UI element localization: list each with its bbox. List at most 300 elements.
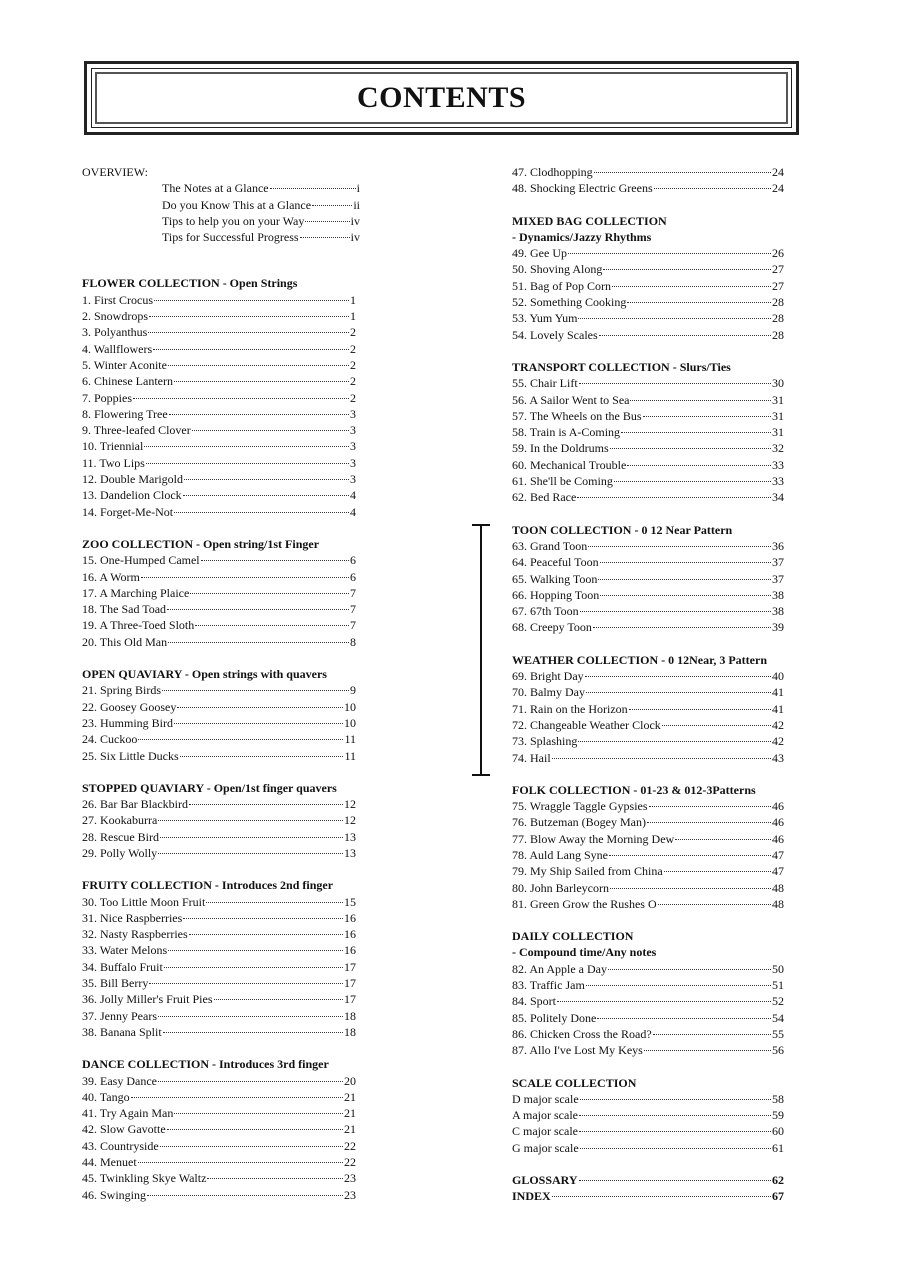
toc-entry[interactable] [82, 845, 356, 861]
toc-entry-title: 75. Wraggle Taggle Gypsies [512, 799, 648, 814]
toc-entry-title: 21. Spring Birds [82, 683, 162, 698]
dot-leader [167, 1129, 343, 1130]
toc-entry[interactable] [512, 424, 784, 440]
toc-entry[interactable] [82, 552, 356, 568]
toc-entry[interactable] [82, 292, 356, 308]
toc-entry-title: 4. Wallflowers [82, 341, 153, 356]
toc-entry-title: 35. Bill Berry [82, 976, 149, 991]
toc-entry[interactable] [82, 341, 356, 357]
toc-entry-title: 9. Three-leafed Clover [82, 423, 191, 438]
toc-entry[interactable] [512, 668, 784, 684]
toc-entry-title: 13. Dandelion Clock [82, 488, 182, 503]
right-column [512, 164, 784, 1221]
toc-entry-title: 80. John Barleycorn [512, 880, 609, 895]
toc-entry[interactable] [512, 571, 784, 587]
section-subheading: - Dynamics/Jazzy Rhythms [512, 229, 652, 244]
dot-leader [300, 237, 350, 238]
toc-entry-page: 28 [772, 311, 784, 326]
toc-entry[interactable] [512, 278, 784, 294]
toc-entry-page: 13 [344, 829, 356, 844]
toc-entry[interactable] [512, 961, 784, 977]
toc-entry[interactable] [512, 880, 784, 896]
toc-entry-title: 49. Gee Up [512, 246, 567, 261]
dot-leader [168, 950, 343, 951]
toc-entry-title: 24. Cuckoo [82, 732, 138, 747]
toc-entry-title: 67. 67th Toon [512, 604, 579, 619]
toc-entry[interactable] [512, 1140, 784, 1156]
toc-entry-page: 26 [772, 246, 784, 261]
toc-entry-title: 68. Creepy Toon [512, 620, 592, 635]
toc-entry-page: 39 [772, 620, 784, 635]
toc-entry-page: 59 [772, 1108, 784, 1123]
toc-entry-title: 37. Jenny Pears [82, 1008, 157, 1023]
toc-entry[interactable] [82, 748, 356, 764]
title-frame [84, 61, 799, 135]
toc-entry[interactable] [512, 977, 784, 993]
toc-entry[interactable] [512, 1172, 784, 1188]
toc-entry-page: i [356, 181, 360, 196]
toc-entry[interactable] [512, 1091, 784, 1107]
toc-entry-title: 5. Winter Aconite [82, 357, 167, 372]
toc-entry-title: 10. Triennial [82, 439, 144, 454]
toc-entry-page: 48 [772, 896, 784, 911]
dot-leader [594, 172, 771, 173]
toc-entry[interactable] [82, 601, 356, 617]
page-title: CONTENTS [356, 81, 527, 114]
toc-entry-title: 40. Tango [82, 1089, 130, 1104]
toc-entry[interactable] [512, 327, 784, 343]
toc-entry[interactable] [82, 422, 356, 438]
dot-leader [147, 1195, 343, 1196]
dot-leader [183, 918, 343, 919]
toc-entry-title: 56. A Sailor Went to Sea [512, 392, 630, 407]
toc-entry[interactable] [82, 715, 356, 731]
toc-entry-title: 30. Too Little Moon Fruit [82, 894, 206, 909]
toc-entry-page: 41 [772, 701, 784, 716]
toc-entry-page: 37 [772, 571, 784, 586]
dot-leader [214, 999, 343, 1000]
dot-leader [599, 335, 771, 336]
toc-entry[interactable] [82, 796, 356, 812]
toc-entry-page: 60 [772, 1124, 784, 1139]
toc-entry-page: 16 [344, 943, 356, 958]
toc-entry-title: 44. Menuet [82, 1155, 137, 1170]
toc-entry-title: 39. Easy Dance [82, 1073, 157, 1088]
toc-entry-page: 1 [350, 292, 356, 307]
dot-leader [164, 967, 343, 968]
toc-entry[interactable] [512, 440, 784, 456]
toc-entry-page: 23 [344, 1187, 356, 1202]
toc-section [82, 780, 356, 861]
toc-entry-title: 6. Chinese Lantern [82, 374, 173, 389]
toc-entry-page: 22 [344, 1155, 356, 1170]
toc-entry-title: 28. Rescue Bird [82, 829, 159, 844]
toc-entry[interactable] [512, 408, 784, 424]
section-heading: TRANSPORT COLLECTION - Slurs/Ties [512, 359, 731, 374]
dot-leader [586, 692, 771, 693]
toc-entry[interactable] [512, 180, 784, 196]
toc-entry[interactable] [512, 1026, 784, 1042]
left-sections [82, 275, 356, 1202]
toc-entry-page: 32 [772, 441, 784, 456]
toc-entry[interactable] [512, 750, 784, 766]
toc-entry-page: 12 [344, 813, 356, 828]
dot-leader [664, 871, 771, 872]
toc-entry-title: 71. Rain on the Horizon [512, 701, 628, 716]
toc-entry[interactable] [82, 1154, 356, 1170]
title-inner-border [91, 68, 792, 128]
toc-entry[interactable] [512, 1042, 784, 1058]
dot-leader [153, 349, 349, 350]
toc-entry-title: 82. An Apple a Day [512, 961, 607, 976]
toc-entry-page: 9 [350, 683, 356, 698]
toc-entry[interactable] [512, 310, 784, 326]
dot-leader [158, 1081, 343, 1082]
dot-leader [609, 855, 771, 856]
toc-entry[interactable] [512, 457, 784, 473]
toc-entry[interactable] [512, 619, 784, 635]
dot-leader [552, 758, 771, 759]
toc-section [512, 928, 784, 1058]
toc-entry[interactable] [512, 294, 784, 310]
toc-entry-page: 6 [350, 553, 356, 568]
toc-entry-title: 38. Banana Split [82, 1024, 162, 1039]
dot-leader [138, 1162, 343, 1163]
toc-entry-page: 46 [772, 815, 784, 830]
toc-entry[interactable] [82, 926, 356, 942]
toc-entry-page: 36 [772, 538, 784, 553]
toc-entry[interactable] [82, 959, 356, 975]
toc-entry[interactable] [512, 164, 784, 180]
toc-entry-title: 17. A Marching Plaice [82, 585, 190, 600]
toc-entry-page: 46 [772, 831, 784, 846]
toc-entry[interactable] [82, 1121, 356, 1137]
toc-entry[interactable] [82, 438, 356, 454]
toc-entry[interactable] [512, 603, 784, 619]
toc-entry-title: 31. Nice Raspberries [82, 910, 183, 925]
toc-entry-page: 58 [772, 1091, 784, 1106]
toc-entry[interactable] [82, 569, 356, 585]
section-heading: FLOWER COLLECTION - Open Strings [82, 276, 298, 291]
dot-leader [653, 1034, 771, 1035]
dot-leader [149, 983, 343, 984]
dot-leader [627, 465, 771, 466]
toc-section [82, 666, 356, 764]
dot-leader [610, 448, 771, 449]
toc-entry[interactable] [512, 245, 784, 261]
toc-entry[interactable] [162, 229, 360, 245]
toc-entry-title: 61. She'll be Coming [512, 474, 613, 489]
toc-entry[interactable] [82, 812, 356, 828]
toc-entry[interactable] [512, 717, 784, 733]
dot-leader [578, 318, 771, 319]
toc-entry[interactable] [512, 1010, 784, 1026]
dot-leader [597, 1018, 771, 1019]
toc-section [512, 213, 784, 343]
dot-leader [552, 1196, 771, 1197]
toc-entry-title: 47. Clodhopping [512, 165, 593, 179]
toc-entry[interactable] [512, 701, 784, 717]
toc-entry[interactable] [512, 1107, 784, 1123]
toc-section [512, 782, 784, 912]
toc-entry-page: iv [350, 213, 360, 228]
toc-entry[interactable] [82, 634, 356, 650]
toc-entry-title: 85. Politely Done [512, 1010, 597, 1025]
dot-leader [580, 1148, 771, 1149]
toc-section [82, 275, 356, 519]
toc-entry-page: 27 [772, 278, 784, 293]
toc-entry-page: 61 [772, 1140, 784, 1155]
toc-entry-title: 63. Grand Toon [512, 538, 588, 553]
toc-entry[interactable] [512, 684, 784, 700]
bracket-top-cap [472, 524, 490, 526]
toc-entry-page: 31 [772, 425, 784, 440]
toc-entry-title: 74. Hail [512, 750, 551, 765]
toc-entry[interactable] [82, 1105, 356, 1121]
toc-entry-page: 18 [344, 1024, 356, 1039]
toc-entry[interactable] [162, 213, 360, 229]
toc-entry[interactable] [512, 489, 784, 505]
toc-entry-title: 43. Countryside [82, 1138, 159, 1153]
dot-leader [610, 888, 771, 889]
toc-entry-title: 72. Changeable Weather Clock [512, 717, 661, 732]
toc-section [512, 652, 784, 766]
section-heading: FOLK COLLECTION - 01-23 & 012-3Patterns [512, 782, 756, 797]
toc-entry[interactable] [512, 538, 784, 554]
toc-entry[interactable] [82, 617, 356, 633]
toc-entry[interactable] [82, 390, 356, 406]
toc-entry-page: 7 [350, 618, 356, 633]
toc-entry-title: 11. Two Lips [82, 455, 145, 470]
toc-entry-title: 42. Slow Gavotte [82, 1122, 166, 1137]
dot-leader [206, 902, 343, 903]
section-heading: FRUITY COLLECTION - Introduces 2nd finger [82, 878, 334, 893]
toc-entry-page: 7 [350, 585, 356, 600]
toc-entry-title: 48. Shocking Electric Greens [512, 181, 653, 196]
toc-entry-title: Do you Know This at a Glance [162, 197, 312, 212]
toc-entry-title: 86. Chicken Cross the Road? [512, 1026, 652, 1041]
toc-entry-page: 21 [344, 1089, 356, 1104]
dot-leader [201, 560, 349, 561]
toc-entry[interactable] [82, 308, 356, 324]
dot-leader [578, 741, 771, 742]
toc-entry[interactable] [82, 910, 356, 926]
toc-entry-page: 21 [344, 1106, 356, 1121]
toc-entry-title: Tips to help you on your Way [162, 213, 305, 228]
toc-entry-title: G major scale [512, 1140, 579, 1155]
toc-entry[interactable] [82, 1008, 356, 1024]
toc-entry[interactable] [512, 375, 784, 391]
dot-leader [195, 625, 349, 626]
dot-leader [169, 414, 349, 415]
toc-entry-title: 26. Bar Bar Blackbird [82, 797, 188, 812]
toc-entry-page: 21 [344, 1122, 356, 1137]
dot-leader [603, 269, 771, 270]
toc-entry[interactable] [162, 197, 360, 213]
toc-entry-title: 8. Flowering Tree [82, 406, 168, 421]
toc-entry[interactable] [82, 991, 356, 1007]
toc-entry[interactable] [512, 831, 784, 847]
toc-entry[interactable] [512, 733, 784, 749]
toc-entry[interactable] [512, 587, 784, 603]
toc-entry-title: 62. Bed Race [512, 490, 577, 505]
dot-leader [149, 316, 349, 317]
toc-entry[interactable] [82, 373, 356, 389]
toc-entry-page: 28 [772, 295, 784, 310]
toc-entry-page: 13 [344, 845, 356, 860]
toc-entry-title: 46. Swinging [82, 1187, 147, 1202]
toc-entry[interactable] [512, 392, 784, 408]
dot-leader [600, 595, 771, 596]
toc-entry[interactable] [512, 261, 784, 277]
toc-entry-title: 52. Something Cooking [512, 295, 627, 310]
toc-entry[interactable] [82, 487, 356, 503]
toc-entry-title: 45. Twinkling Skye Waltz [82, 1171, 207, 1186]
toc-entry-page: 47 [772, 864, 784, 879]
toc-entry-page: iv [350, 230, 360, 245]
dot-leader [585, 676, 771, 677]
toc-entry-page: 46 [772, 799, 784, 814]
toc-entry-page: ii [353, 197, 360, 212]
toc-entry-page: 43 [772, 750, 784, 765]
toc-entry[interactable] [512, 863, 784, 879]
toc-entry[interactable] [512, 993, 784, 1009]
toc-entry-title: 32. Nasty Raspberries [82, 927, 188, 942]
toc-entry[interactable] [512, 473, 784, 489]
toc-section [82, 536, 356, 650]
toc-entry[interactable] [82, 1089, 356, 1105]
toc-entry-page: 56 [772, 1043, 784, 1058]
toc-entry-page: 6 [350, 569, 356, 584]
toc-entry-page: 8 [350, 634, 356, 649]
toc-entry-page: 17 [344, 992, 356, 1007]
toc-entry[interactable] [82, 585, 356, 601]
section-subheading: - Compound time/Any notes [512, 945, 657, 960]
toc-entry-page: 33 [772, 457, 784, 472]
toc-entry-title: 1. First Crocus [82, 292, 154, 307]
toc-section [512, 164, 784, 197]
toc-entry-title: 57. The Wheels on the Bus [512, 408, 642, 423]
toc-entry[interactable] [82, 829, 356, 845]
toc-entry[interactable] [512, 1188, 784, 1204]
dot-leader [163, 1032, 343, 1033]
toc-entry[interactable] [512, 798, 784, 814]
overview-heading: OVERVIEW: [82, 165, 148, 179]
dot-leader [580, 1099, 771, 1100]
toc-entry[interactable] [512, 814, 784, 830]
dot-leader [189, 934, 343, 935]
toc-entry-page: 4 [350, 488, 356, 503]
toc-entry[interactable] [512, 1123, 784, 1139]
toc-entry[interactable] [82, 1073, 356, 1089]
toc-entry-title: 29. Polly Wolly [82, 845, 158, 860]
toc-entry[interactable] [82, 406, 356, 422]
toc-entry-title: 50. Shoving Along [512, 262, 603, 277]
toc-entry-title: GLOSSARY [512, 1173, 578, 1188]
toc-entry-page: 55 [772, 1026, 784, 1041]
toc-entry-title: 78. Auld Lang Syne [512, 847, 608, 862]
toc-entry[interactable] [82, 1187, 356, 1203]
toc-entry-page: 47 [772, 847, 784, 862]
dot-leader [568, 253, 771, 254]
toc-entry[interactable] [82, 1170, 356, 1186]
toc-entry[interactable] [82, 731, 356, 747]
dot-leader [600, 562, 771, 563]
toc-entry-title: 41. Try Again Man [82, 1106, 174, 1121]
dot-leader [162, 690, 349, 691]
toc-entry[interactable] [82, 324, 356, 340]
toc-entry-title: 2. Snowdrops [82, 309, 149, 324]
toc-entry[interactable] [82, 942, 356, 958]
toc-entry-page: 48 [772, 880, 784, 895]
toc-entry[interactable] [82, 471, 356, 487]
toc-entry-title: 66. Hopping Toon [512, 587, 600, 602]
dot-leader [207, 1178, 343, 1179]
dot-leader [621, 432, 771, 433]
dot-leader [649, 806, 771, 807]
dot-leader [312, 205, 352, 206]
dot-leader [608, 969, 771, 970]
toc-entry-page: 23 [344, 1171, 356, 1186]
dot-leader [183, 495, 349, 496]
dot-leader [654, 188, 771, 189]
section-heading: WEATHER COLLECTION - 0 12Near, 3 Pattern [512, 652, 767, 667]
dot-leader [131, 1097, 343, 1098]
toc-entry-title: D major scale [512, 1091, 579, 1106]
toc-entry[interactable] [162, 180, 360, 196]
dot-leader [580, 611, 771, 612]
toc-entry-page: 3 [350, 406, 356, 421]
dot-leader [305, 221, 349, 222]
toc-entry-page: 18 [344, 1008, 356, 1023]
section-heading: SCALE COLLECTION [512, 1075, 637, 1090]
dot-leader [630, 400, 771, 401]
toc-entry[interactable] [82, 1024, 356, 1040]
toc-entry-page: 2 [350, 357, 356, 372]
toc-entry[interactable] [82, 357, 356, 373]
toc-entry-page: 10 [344, 699, 356, 714]
toc-entry-page: 33 [772, 474, 784, 489]
section-heading: TOON COLLECTION - 0 12 Near Pattern [512, 522, 733, 537]
toc-entry-page: 62 [772, 1173, 784, 1188]
toc-entry[interactable] [512, 554, 784, 570]
toc-entry[interactable] [82, 455, 356, 471]
toc-entry[interactable] [82, 894, 356, 910]
toc-entry[interactable] [512, 896, 784, 912]
toc-entry-page: 1 [350, 309, 356, 324]
toc-entry-title: 20. This Old Man [82, 634, 168, 649]
toc-entry[interactable] [82, 975, 356, 991]
toc-entry[interactable] [82, 1138, 356, 1154]
toc-entry-page: 38 [772, 587, 784, 602]
toc-entry[interactable] [82, 504, 356, 520]
toc-entry-title: 60. Mechanical Trouble [512, 457, 627, 472]
toc-entry[interactable] [82, 699, 356, 715]
toc-entry-page: 2 [350, 374, 356, 389]
toc-entry-title: 36. Jolly Miller's Fruit Pies [82, 992, 213, 1007]
dot-leader [647, 822, 771, 823]
toc-entry[interactable] [82, 682, 356, 698]
dot-leader [174, 381, 349, 382]
toc-entry-page: 10 [344, 715, 356, 730]
dot-leader [612, 286, 771, 287]
toc-entry-page: 17 [344, 959, 356, 974]
toc-entry[interactable] [512, 847, 784, 863]
toc-entry-title: Tips for Successful Progress [162, 230, 299, 245]
dot-leader [168, 365, 349, 366]
toc-section [512, 1075, 784, 1156]
dot-leader [577, 497, 771, 498]
